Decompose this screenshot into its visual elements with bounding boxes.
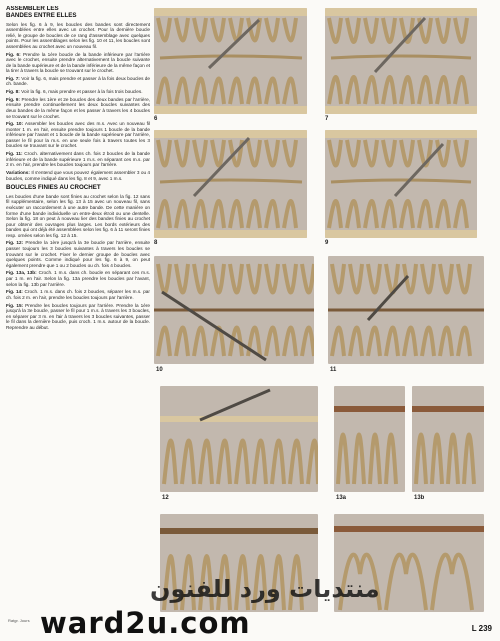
fig-number-9: 9 xyxy=(325,240,329,246)
fig12-text: Prendre la 1ère jusqu'à la 3e boucle par l'arrière, ensuite passer toujours les 3 boucles suivantes à travers les boucles se trouvant sur le crochet. Fixer le dernier groupe de boucles avec quelques points. Comme indiqué pour les fig. 6 à 9, on peut également prendre que 1 ou 2 boucles ou ch. fois 4 boucles. xyxy=(6,240,150,268)
section-title-line2: BANDES ENTRE ELLES xyxy=(6,11,77,19)
section-title-line1: ASSEMBLER LES xyxy=(6,6,59,12)
fig13-text: Croch. 1 m.s. dans ch. boucle en séparant ces m.s. par 1 m. en l'air. Selon la fig. 13a prendre les boucles par l'avant, selon la fig. 13b par l'arrière. xyxy=(6,270,150,287)
photo-fig12 xyxy=(160,386,318,492)
footer-credit: Ratgr. Jours xyxy=(8,618,30,623)
fig-number-8: 8 xyxy=(154,240,158,246)
fig6-instruction xyxy=(6,52,150,74)
fig10-instruction xyxy=(6,121,150,149)
fig-number-6: 6 xyxy=(154,116,158,122)
fig7-label: Fig. 7: xyxy=(6,75,20,81)
section2-intro: Les boucles d'une bande sont finies au crochet selon la fig. 12 sans fil supplémentaire, selon les fig. 13 à 15 avec un nouveau fil, sans exécuter un raccordement à une autre bande. De cette manière on forme d'une bande individuelle un entre-deux étroit ou une dentelle. Selon la fig. 18 on peut à nouveau lier des bandes finies au crochet pour obtenir des ouvrages plus larges. Les bords extérieurs des bandes qui ont déjà été assemblées selon les fig. 6 à 11 seront finies resp. ornées selon les fig. 12 à 15. xyxy=(6,193,150,238)
fig10-text: Assembler les boucles avec des m.s. Avec un nouveau fil monter 1 m. en l'air, ensuite prendre toujours 1 boucle de la bande inférieure par l'avant et 1 boucle de la bande supérieure par l'arrière, passer le fil pour la m.s. en une seule fois à travers toutes les 3 boucles se trouvant sur le crochet. xyxy=(6,121,150,149)
watermark-arabic: منتديات ورد للفنون xyxy=(150,575,380,603)
page-number: L 239 xyxy=(471,624,492,633)
fig8-text: Voir la fig. 6, mais prendre et passer à la fois trois boucles. xyxy=(21,89,143,95)
fig-number-10: 10 xyxy=(156,367,163,373)
crochet-loops-illustration xyxy=(154,130,307,238)
variations-note xyxy=(6,170,150,181)
crochet-loops-illustration xyxy=(328,256,484,364)
variations-label: Variations: xyxy=(6,170,30,176)
crochet-loops-illustration xyxy=(412,386,484,492)
fig6-label: Fig. 6: xyxy=(6,51,21,57)
crochet-loops-illustration xyxy=(325,8,477,114)
fig12-label: Fig. 12: xyxy=(6,240,24,246)
instruction-text-column xyxy=(6,6,150,612)
fig-number-11: 11 xyxy=(330,367,337,373)
fig11-text: Croch. alternativement dans ch. fois 2 boucles de la bande inférieure et de la bande supérieure 1 m.s. en séparant ces m.s. par 2 m. en l'air, prendre les boucles toujours par l'arrière. xyxy=(6,151,150,168)
fig14-instruction xyxy=(6,289,150,300)
crochet-loops-illustration xyxy=(160,386,318,492)
fig15-text: Prendre les boucles toujours par l'arrière. Prendre la 1ère jusqu'à la 3e boucle, passer le fil pour 1 m.s. à travers les 3 boucles, en séparer par 3 m. en l'air à travers les 3 boucles suivantes, passer le fil dans la dernière boucle, puis croch. 1 m.s. autour de la boucle. Reprendre au début. xyxy=(6,302,150,330)
variations-text: Il s'entend que vous pouvez également assembler 3 ou 4 boucles, comme indiqué dans les fig. 8 et 9, avec 1 m.s. xyxy=(6,170,150,181)
photo-fig6 xyxy=(154,8,307,114)
section-intro: Selon les fig. 6 à 9, les boucles des bandes sont directement assemblées entre elles avec un crochet. Pour la dernière boucle relié, le groupe de boucles de ce rang d'assemblage avec quelques points. Pour les assemblages selon les fig. 10 et 11, les boucles sont assemblées au crochet avec un nouveau fil. xyxy=(6,21,150,49)
fig10-label: Fig. 10: xyxy=(6,121,24,127)
fig13-instruction xyxy=(6,270,150,287)
fig9-label: Fig. 9: xyxy=(6,96,20,102)
section-title-boucles: BOUCLES FINIES AU CROCHET xyxy=(6,184,101,192)
crochet-loops-illustration xyxy=(154,8,307,114)
fig-number-13b: 13b xyxy=(414,495,425,501)
fig-number-12: 12 xyxy=(162,495,169,501)
fig9-instruction xyxy=(6,97,150,119)
photo-fig13a xyxy=(334,386,405,492)
fig8-instruction xyxy=(6,89,150,95)
fig8-label: Fig. 8: xyxy=(6,89,20,95)
fig-number-13a: 13a xyxy=(336,495,347,501)
fig-number-7: 7 xyxy=(325,116,329,122)
fig6-text: Prendre la 1ère boucle de la bande inférieure par l'arrière avec le crochet, ensuite prendre alternativement la boucle suivante de la bande supérieure et de la bande inférieure de la même façon et la tirer à travers la boucle se trouvant sur le crochet. xyxy=(6,51,150,74)
fig13-label: Fig. 13a, 13b: xyxy=(6,270,37,276)
photo-fig13b xyxy=(412,386,484,492)
photo-fig7 xyxy=(325,8,477,114)
fig14-label: Fig. 14: xyxy=(6,289,23,295)
photo-fig9 xyxy=(325,130,477,238)
photo-fig11 xyxy=(328,256,484,364)
photo-fig8 xyxy=(154,130,307,238)
fig12-instruction xyxy=(6,240,150,268)
photo-fig10 xyxy=(154,256,314,364)
fig11-instruction xyxy=(6,151,150,168)
section-title-assembler xyxy=(6,6,150,20)
fig15-label: Fig. 15: xyxy=(6,302,24,308)
watermark-site: ward2u.com xyxy=(40,606,251,640)
fig11-label: Fig. 11: xyxy=(6,151,23,157)
fig7-instruction xyxy=(6,76,150,87)
fig7-text: Voir la fig. 6, mais prendre et passer à la fois deux boucles de ch. bande. xyxy=(6,75,150,87)
fig9-text: Prendre les 1ère et 2e boucles des deux bandes par l'arrière, ensuite prendre continuellement les deux boucles suivantes des deux bandes de la même façon et les passer à travers les 4 boucles se trouvant sur le crochet. xyxy=(6,96,150,119)
fig14-text: Croch. 1 m.s. dans ch. fois 2 boucles, séparer les m.s. par ch. fois 2 m. en l'air, prendre les boucles toujours par l'arrière. xyxy=(6,289,150,300)
fig15-instruction xyxy=(6,303,150,331)
crochet-loops-illustration xyxy=(325,130,477,238)
crochet-loops-illustration xyxy=(154,256,314,364)
crochet-loops-illustration xyxy=(334,386,405,492)
